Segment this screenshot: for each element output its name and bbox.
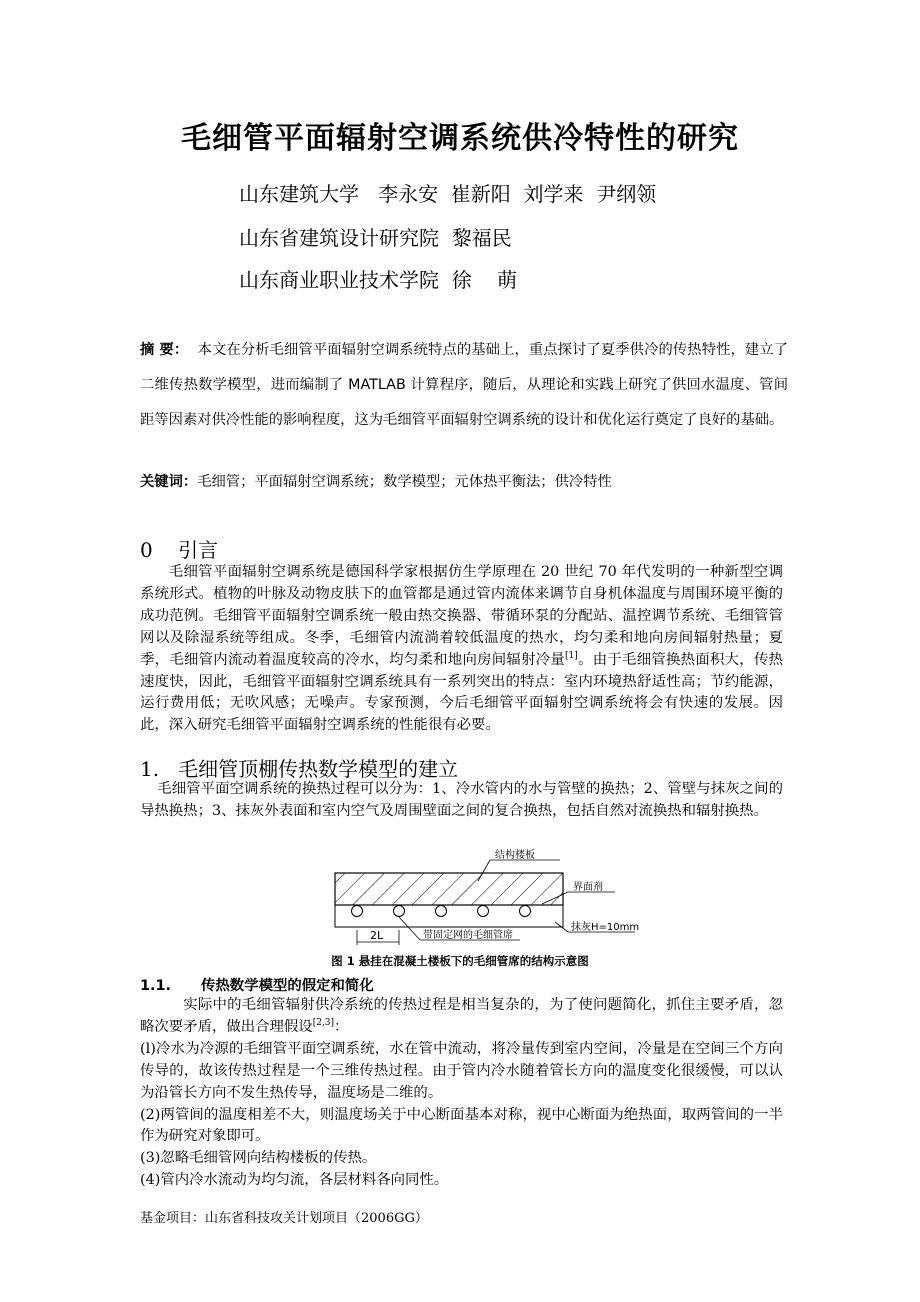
- structural-slab: [335, 873, 563, 905]
- citation-2-3: [2,3]: [312, 1018, 335, 1029]
- capillary-tube: [478, 906, 489, 917]
- capillary-tube: [436, 906, 447, 917]
- keywords-label: 关键词：: [140, 474, 198, 490]
- section-0-text-b: 。由于毛细管换热面积大，传热速度快，因此，毛细管平面辐射空调系统具有一系列突出的特点：室内环境热舒适性高；节约能源，运行费用低；无吹风感；无噪声。专家预测，今后毛细管平面辐射空调系统将会有快速的发展。因此，深入研究毛细管平面辐射空调系统的性能很有必要。: [140, 651, 783, 734]
- citation-1: [1]: [565, 650, 578, 661]
- section-0-paragraph: [140, 562, 783, 737]
- affiliation-2: 山东省建筑设计研究院 黎福民: [239, 226, 512, 250]
- affiliation-3: 山东商业职业技术学院 徐 萌: [239, 268, 518, 292]
- figure-1-caption: 图 1 悬挂在混凝土楼板下的毛细管席的结构示意图: [331, 954, 589, 968]
- keywords: [140, 469, 800, 495]
- abstract: [140, 333, 788, 438]
- footnote-funding: 基金项目：山东省科技攻关计划项目（2006GG）: [140, 1211, 428, 1226]
- section-1-1-intro-b: ：: [334, 1018, 349, 1035]
- section-1-1-intro: [140, 995, 783, 1039]
- section-1-1-heading: 1.1. 传热数学模型的假定和简化: [140, 978, 374, 994]
- label-tube-spacing: 2L: [370, 929, 384, 942]
- label-structural-slab: 结构楼板: [495, 850, 535, 861]
- assumption-item: (2)两管间的温度相差不大，则温度场关于中心断面基本对称，视中心断面为绝热面，取两管间的一半作为研究对象即可。: [140, 1106, 783, 1145]
- assumption-item: (4)管内冷水流动为均匀流，各层材料各向同性。: [140, 1172, 449, 1189]
- label-plaster: 抹灰H=10mm: [571, 922, 640, 933]
- paper-title: 毛细管平面辐射空调系统供冷特性的研究: [181, 121, 739, 156]
- keywords-text: 毛细管；平面辐射空调系统；数学模型；元体热平衡法；供冷特性: [197, 474, 612, 490]
- abstract-text: 本文在分析毛细管平面辐射空调系统特点的基础上，重点探讨了夏季供冷的传热特性，建立了二维传热数学模型，进而编制了 MATLAB 计算程序，随后，从理论和实践上研究了供回水温度、管间距等因素对供冷性能的影响程度，这为毛细管平面辐射空调系统的设计和优化运行奠定了良好的基础。: [140, 342, 789, 428]
- capillary-tube: [520, 906, 531, 917]
- affiliation-1: 山东建筑大学 李永安 崔新阳 刘学来 尹纲领: [239, 182, 657, 206]
- section-1-heading: 1. 毛细管顶棚传热数学模型的建立: [140, 757, 459, 781]
- section-1-paragraph: 毛细管平面空调系统的换热过程可以分为：1、冷水管内的水与管壁的换热；2、管壁与抹灰之间的导热换热；3、抹灰外表面和室内空气及周围壁面之间的复合换热，包括自然对流换热和辐射换热。: [140, 781, 783, 819]
- abstract-label: 摘 要：: [140, 342, 189, 358]
- capillary-tube: [394, 906, 405, 917]
- figure-1-diagram: [330, 848, 640, 948]
- section-1-1-body: [140, 995, 783, 1192]
- section-0-heading: 0 引言: [140, 538, 219, 562]
- assumption-item: (l)冷水为冷源的毛细管平面空调系统，水在管中流动，将冷量传到室内空间，冷量是在空间三个方向传导的，故该传热过程是一个三维传热过程。由于管内冷水随着管长方向的温度变化很缓慢，可以认为沿管长方向不发生热传导，温度场是二维的。: [140, 1040, 783, 1101]
- section-0-text-a: 毛细管平面辐射空调系统是德国科学家根据仿生学原理在 20 世纪 70 年代发明的一种新型空调系统形式。植物的叶脉及动物皮肤下的血管都是通过管内流体来调节自身机体温度与周围环境平衡的成功范例。毛细管平面辐射空调系统一般由热交换器、带循环泵的分配站、温控调节系统、毛细管管网以及除湿系统等组成。冬季，毛细管内流淌着较低温度的热水，均匀柔和地向房间辐射热量；夏季，毛细管内流动着温度较高的冷水，均匀柔和地向房间辐射冷量: [140, 564, 783, 668]
- label-interface-agent: 界面剂: [573, 882, 603, 893]
- label-capillary-mat: 带固定网的毛细管席: [423, 930, 513, 941]
- assumption-item: (3)忽略毛细管网向结构楼板的传热。: [140, 1150, 377, 1167]
- section-1-1-intro-a: 实际中的毛细管辐射供冷系统的传热过程是相当复杂的，为了使问题简化，抓住主要矛盾，忽略次要矛盾，做出合理假设: [140, 997, 783, 1035]
- capillary-tube: [352, 906, 363, 917]
